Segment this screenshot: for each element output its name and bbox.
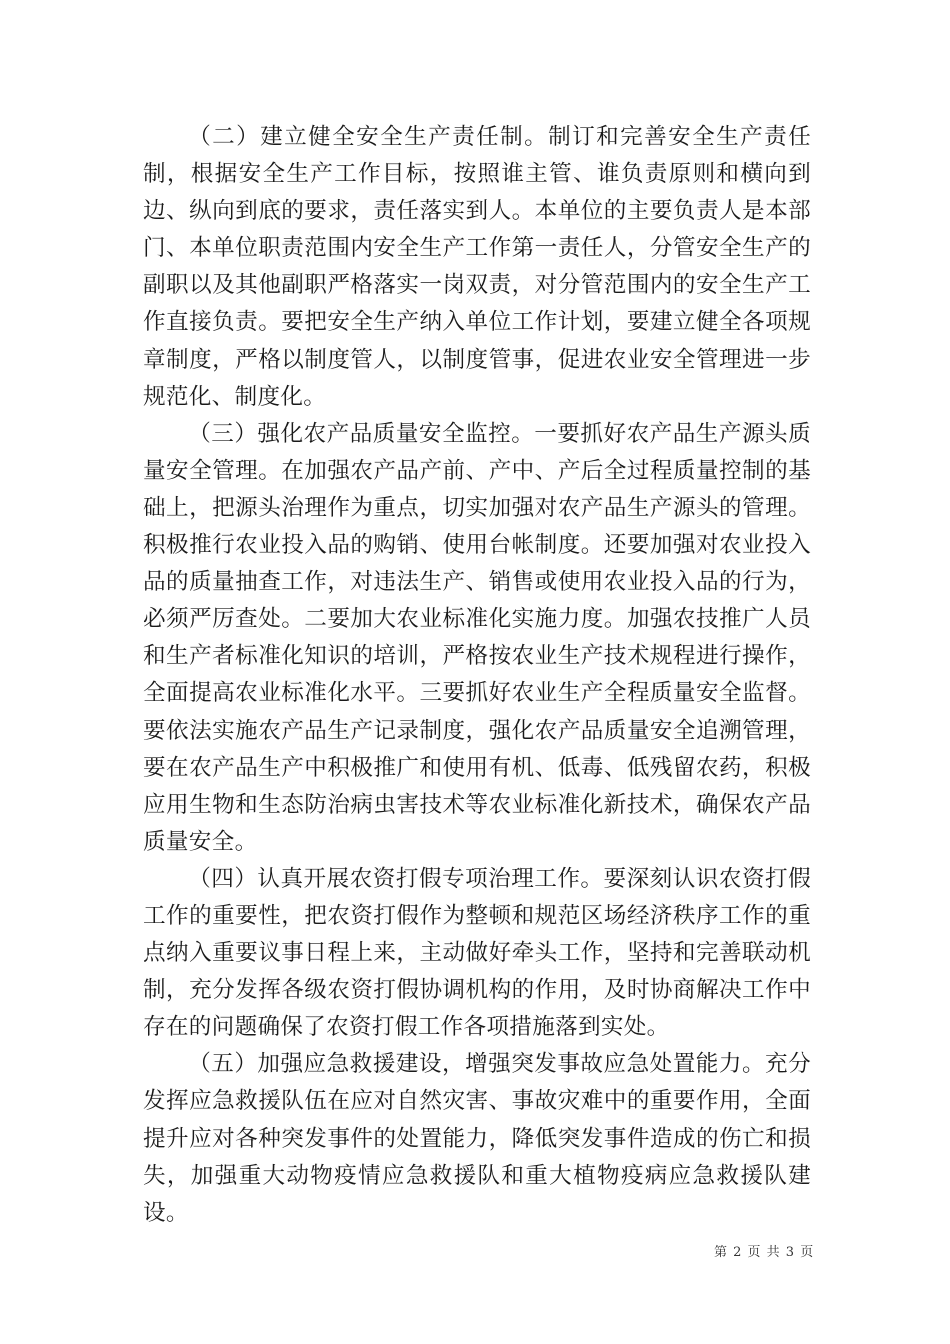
page-number-footer: 第 2 页 共 3 页 (714, 1245, 815, 1260)
document-page (143, 119, 811, 1232)
paragraph-section-2: （二）建立健全安全生产责任制。制订和完善安全生产责任制，根据安全生产工作目标，按照谁主管、谁负责原则和横向到边、纵向到底的要求，责任落实到人。本单位的主要负责人是本部门、本单位职责范围内安全生产工作第一责任人，分管安全生产的副职以及其他副职严格落实一岗双责，对分管范围内的安全生产工作直接负责。要把安全生产纳入单位工作计划，要建立健全各项规章制度，严格以制度管人，以制度管事，促进农业安全管理进一步规范化、制度化。 (143, 124, 811, 410)
paragraph-section-3: （三）强化农产品质量安全监控。一要抓好农产品生产源头质量安全管理。在加强农产品产前、产中、产后全过程质量控制的基础上，把源头治理作为重点，切实加强对农产品生产源头的管理。积极推行农业投入品的购销、使用台帐制度。还要加强对农业投入品的质量抽查工作，对违法生产、销售或使用农业投入品的行为，必须严厉查处。二要加大农业标准化实施力度。加强农技推广人员和生产者标准化知识的培训，严格按农业生产技术规程进行操作，全面提高农业标准化水平。三要抓好农业生产全程质量安全监督。要依法实施农产品生产记录制度，强化农产品质量安全追溯管理，要在农产品生产中积极推广和使用有机、低毒、低残留农药，积极应用生物和生态防治病虫害技术等农业标准化新技术，确保农产品质量安全。 (143, 420, 811, 855)
paragraph-section-4: （四）认真开展农资打假专项治理工作。要深刻认识农资打假工作的重要性，把农资打假作为整顿和规范区场经济秩序工作的重点纳入重要议事日程上来，主动做好牵头工作，坚持和完善联动机制，充分发挥各级农资打假协调机构的作用，及时协商解决工作中存在的问题确保了农资打假工作各项措施落到实处。 (143, 865, 811, 1041)
paragraph-section-5: （五）加强应急救援建设，增强突发事故应急处置能力。充分发挥应急救援队伍在应对自然灾害、事故灾难中的重要作用，全面提升应对各种突发事件的处置能力，降低突发事件造成的伤亡和损失，加强重大动物疫情应急救援队和重大植物疫病应急救援队建设。 (143, 1051, 811, 1226)
